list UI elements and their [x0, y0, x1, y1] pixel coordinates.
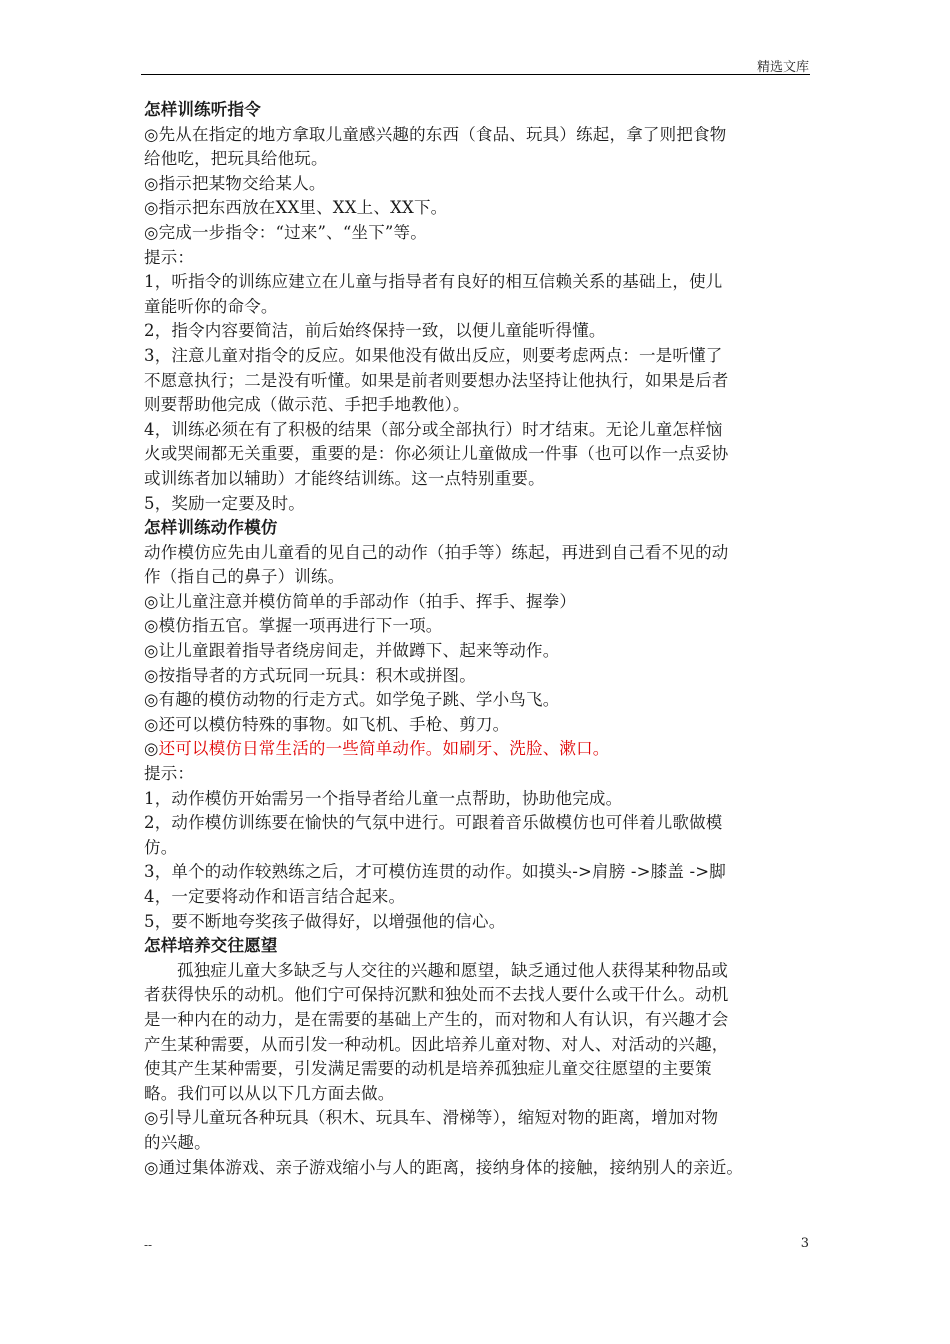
text-line: 3，注意儿童对指令的反应。如果他没有做出反应，则要考虑两点：一是听懂了 [144, 345, 723, 365]
text-line: 则要帮助他完成（做示范、手把手地教他）。 [144, 395, 470, 415]
header-divider [141, 74, 810, 75]
footer-marker: -- [144, 1238, 153, 1252]
section-1-lines [144, 123, 816, 517]
section-heading-social: 怎样培养交往愿望 [144, 936, 278, 956]
text-line: 火或哭闹都无关重要，重要的是：你必须让儿童做成一件事（也可以作一点妥协 [144, 444, 729, 464]
text-line: 2，动作模仿训练要在愉快的气氛中进行。可跟着音乐做模仿也可伴着儿歌做模 [144, 813, 723, 833]
text-line: ◎按指导者的方式玩同一玩具：积木或拼图。 [144, 665, 476, 685]
text-line: 或训练者加以辅助）才能终结训练。这一点特别重要。 [144, 468, 545, 488]
text-line: 产生某种需要，从而引发一种动机。因此培养儿童对物、对人、对活动的兴趣， [144, 1034, 729, 1054]
text-line: ◎引导儿童玩各种玩具（积木、玩具车、滑梯等），缩短对物的距离，增加对物 [144, 1108, 719, 1128]
text-line: ◎先从在指定的地方拿取儿童感兴趣的东西（食品、玩具）练起，拿了则把食物 [144, 124, 727, 144]
text-line: 4，一定要将动作和语言结合起来。 [144, 887, 406, 906]
bullet-mark: ◎ [144, 739, 159, 759]
text-line: 提示： [144, 247, 195, 267]
text-line: 孤独症儿童大多缺乏与人交往的兴趣和愿望，缺乏通过他人获得某种物品或 [177, 960, 729, 980]
text-line: 1，动作模仿开始需另一个指导者给儿童一点帮助，协助他完成。 [144, 788, 623, 808]
text-line: ◎让儿童跟着指导者绕房间走，并做蹲下、起来等动作。 [144, 641, 560, 661]
text-line: ◎指示把东西放在XX里、XX上、XX下。 [144, 198, 448, 218]
text-line: 仿。 [144, 837, 178, 857]
text-line: 给他吃，把玩具给他玩。 [144, 149, 328, 169]
text-line: ◎通过集体游戏、亲子游戏缩小与人的距离，接纳身体的接触，接纳别人的亲近。 [144, 1157, 744, 1177]
highlighted-text: 还可以模仿日常生活的一些简单动作。如刷牙、洗脸、漱口。 [158, 739, 610, 759]
text-line: 动作模仿应先由儿童看的见自己的动作（拍手等）练起，再进到自己看不见的动 [144, 542, 729, 562]
section-heading-imitation: 怎样训练动作模仿 [144, 518, 278, 538]
text-line: 5，奖励一定要及时。 [144, 493, 305, 513]
text-line: 是一种内在的动力，是在需要的基础上产生的，而对物和人有认识，有兴趣才会 [144, 1009, 729, 1029]
text-line: 提示： [144, 764, 195, 784]
text-line: 2，指令内容要简洁，前后始终保持一致，以便儿童能听得懂。 [144, 321, 606, 341]
text-line: ◎模仿指五官。掌握一项再进行下一项。 [144, 616, 443, 636]
text-line: 4，训练必须在有了积极的结果（部分或全部执行）时才结束。无论儿童怎样恼 [144, 419, 723, 439]
text-line: ◎指示把某物交给某人。 [144, 173, 326, 193]
text-line: 作（指自己的鼻子）训练。 [144, 567, 345, 587]
text-line: 使其产生某种需要，引发满足需要的动机是培养孤独症儿童交往愿望的主要策 [144, 1059, 712, 1079]
text-line: ◎有趣的模仿动物的行走方式。如学兔子跳、学小鸟飞。 [144, 690, 560, 710]
document-body [144, 98, 816, 1180]
text-line: 略。我们可以从以下几方面去做。 [144, 1083, 395, 1103]
text-line: ◎让儿童注意并模仿简单的手部动作（拍手、挥手、握拳） [144, 591, 577, 611]
section-2-lines [144, 541, 816, 935]
text-line: 童能听你的命令。 [144, 296, 278, 316]
text-line: 5，要不断地夸奖孩子做得好，以增强他的信心。 [144, 911, 506, 931]
highlighted-line [144, 737, 816, 762]
text-line: 者获得快乐的动机。他们宁可保持沉默和独处而不去找人要什么或干什么。动机 [144, 985, 729, 1005]
page-number: 3 [800, 1236, 809, 1251]
text-line: ◎还可以模仿特殊的事物。如飞机、手枪、剪刀。 [144, 714, 510, 734]
header-brand: 精选文库 [756, 60, 809, 75]
text-line: 的兴趣。 [144, 1132, 211, 1152]
section-heading-listen: 怎样训练听指令 [144, 100, 261, 119]
section-3-lines [144, 959, 816, 1180]
text-line: 1，听指令的训练应建立在儿童与指导者有良好的相互信赖关系的基础上，使儿 [144, 272, 723, 292]
text-line: ◎完成一步指令：“过来”、“坐下”等。 [144, 222, 427, 242]
text-line: 不愿意执行；二是没有听懂。如果是前者则要想办法坚持让他执行，如果是后者 [144, 370, 729, 390]
text-line: 3，单个的动作较熟练之后，才可模仿连贯的动作。如摸头->肩膀 ->膝盖 ->脚 [144, 862, 726, 882]
